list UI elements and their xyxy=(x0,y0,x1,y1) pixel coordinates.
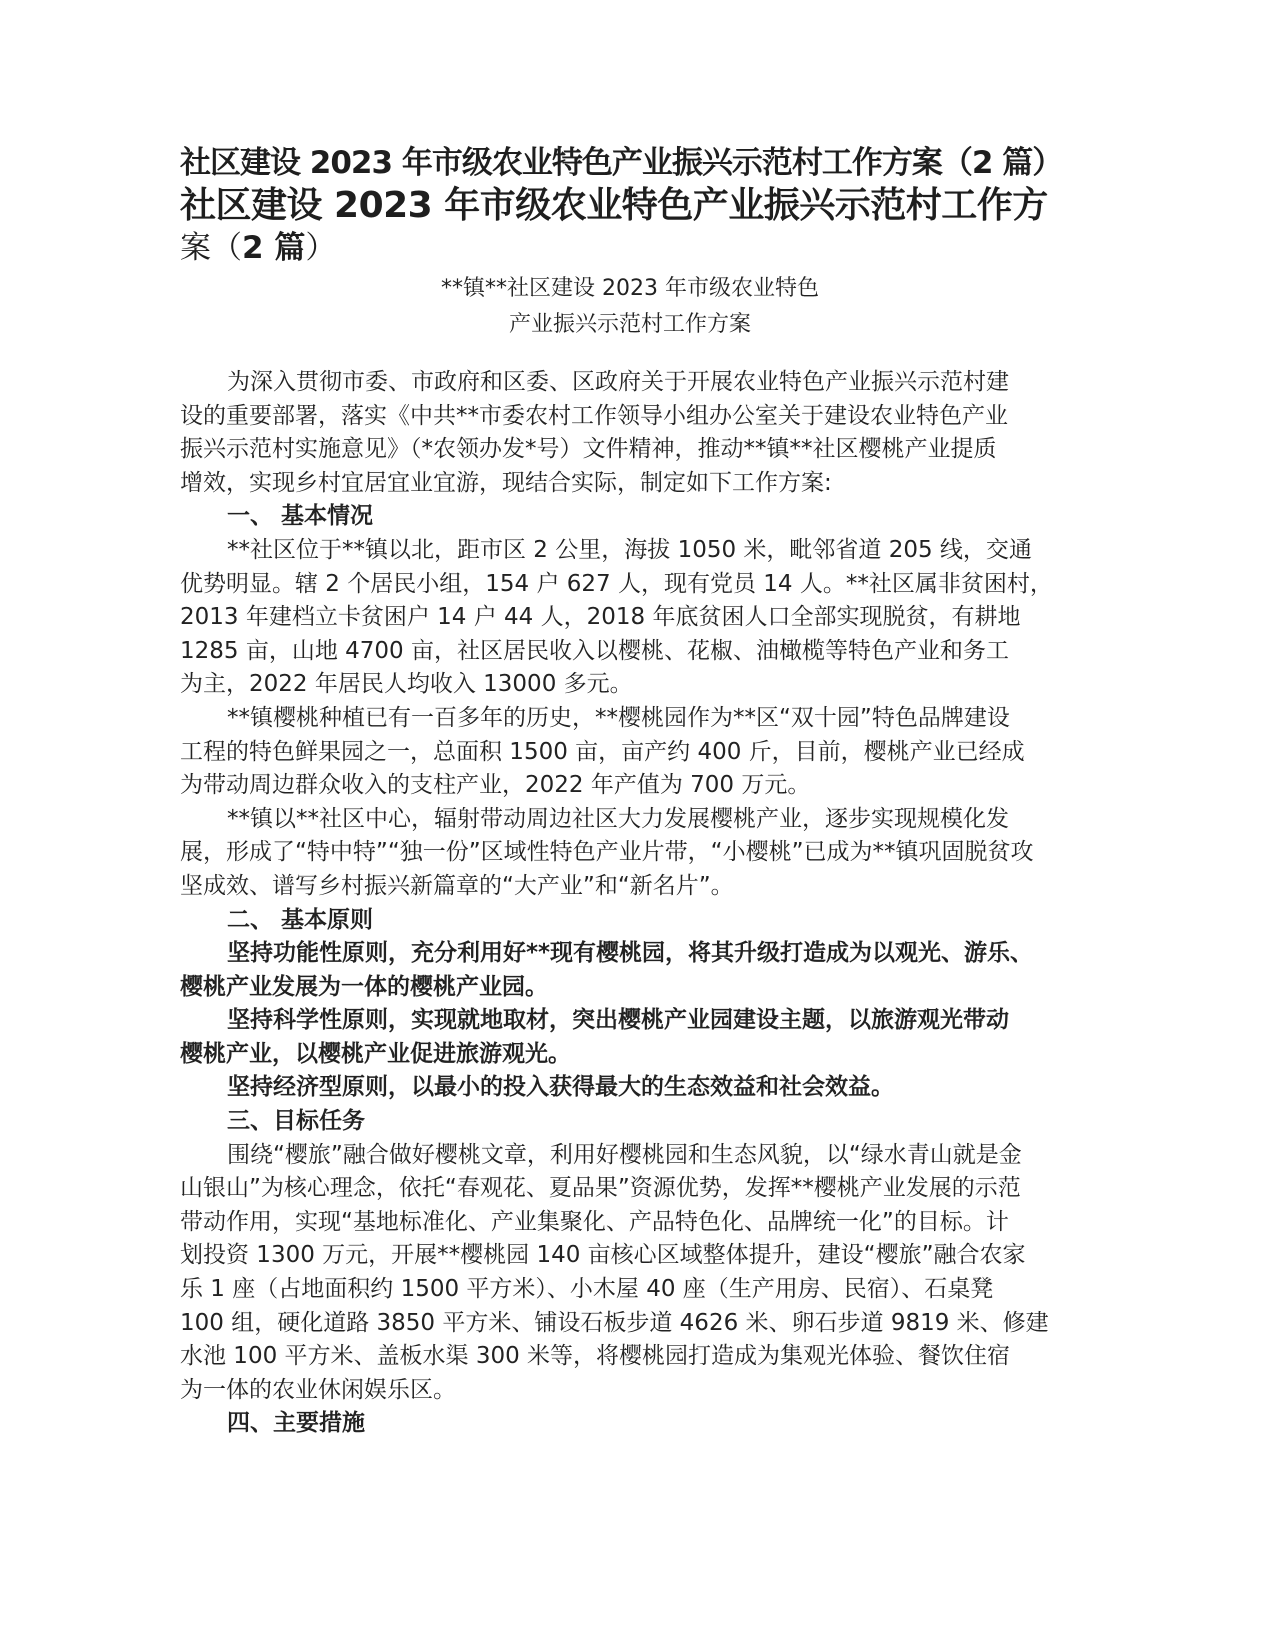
paragraph-cherry-history: **镇樱桃种植已有一百多年的历史，**樱桃园作为**区“双十园”特色品牌建设 工程的特色鲜果园之一，总面积 1500 亩，亩产约 400 斤，目前，樱桃产业已经成 为带动周边群众收入的支柱产业，2022 年产值为 700 万元。 xyxy=(180,704,1025,799)
heading-title: 社区建设 2023 年市级农业特色产业振兴示范村工作方 xyxy=(180,185,1048,226)
heading-title-end: ） xyxy=(305,230,337,266)
principle-scientific: 坚持科学性原则，实现就地取材，突出樱桃产业园建设主题，以旅游观光带动 樱桃产业，以樱桃产业促进旅游观光。 xyxy=(180,1007,1009,1067)
principle-economic: 坚持经济型原则，以最小的投入获得最大的生态效益和社会效益。 xyxy=(227,1074,894,1101)
section-heading-goals: 三、目标任务 xyxy=(227,1108,365,1135)
intro-paragraph: 为深入贯彻市委、市政府和区委、区政府关于开展农业特色产业振兴示范村建 设的重要部署，落实《中共**市委农村工作领导小组办公室关于建设农业特色产业 振兴示范村实施意见》（*农领办发*号）文件精神，推动**镇**社区樱桃产业提质 增效，实现乡村宜居宜业宜游，现结合实际，制定如下工作方案: xyxy=(180,369,1009,496)
subtitle-line-1: **镇**社区建设 2023 年市级农业特色 xyxy=(441,276,819,301)
heading-title-cont-text: 案（ xyxy=(180,230,242,266)
subtitle-line-2: 产业振兴示范村工作方案 xyxy=(508,312,751,337)
principle-functional: 坚持功能性原则，充分利用好**现有樱桃园，将其升级打造成为以观光、游乐、 樱桃产业发展为一体的樱桃产业园。 xyxy=(180,940,1034,1000)
section-heading-principles: 二、 基本原则 xyxy=(227,906,374,933)
document-title: 社区建设 2023 年市级农业特色产业振兴示范村工作方案（2 篇） xyxy=(180,145,1063,181)
paragraph-goals: 围绕“樱旅”融合做好樱桃文章，利用好樱桃园和生态风貌，以“绿水青山就是金 山银山”为核心理念，依托“春观花、夏品果”资源优势，发挥**樱桃产业发展的示范 带动作用，实现“基地标准化、产业集聚化、产品特色化、品牌统一化”的目标。计 划投资 1300 万元，开展**樱桃园 140 亩核心区域整体提升，建设“樱旅”融合农家 乐 1 座（占地面积约 1500 平方米）、小木屋 40 座（生产用房、民宿）、石桌凳 100 组，硬化道路 3850 平方米、铺设石板步道 4626 米、卵石步道 9819 米、修建 水池 100 平方米、盖板水渠 300 米等，将樱桃园打造成为集观光体验、餐饮住宿 为一体的农业休闲娱乐区。 xyxy=(180,1141,1049,1403)
section-heading-basic-situation: 一、 基本情况 xyxy=(227,503,374,530)
paragraph-community-overview: **社区位于**镇以北，距市区 2 公里，海拔 1050 米，毗邻省道 205 线，交通 优势明显。辖 2 个居民小组，154 户 627 人，现有党员 14 人。**社区属非贫困村， 2013 年建档立卡贫困户 14 户 44 人，2018 年底贫困人口全部实现脱贫，有耕地 1285 亩，山地 4700 亩，社区居民收入以樱桃、花椒、油橄榄等特色产业和务工 为主，2022 年居民人均收入 13000 多元。 xyxy=(180,536,1053,698)
paragraph-cherry-industry: **镇以**社区中心，辐射带动周边社区大力发展樱桃产业，逐步实现规模化发 展，形成了“特中特”“独一份”区域性特色产业片带，“小樱桃”已成为**镇巩固脱贫攻 坚成效、谱写乡村振兴新篇章的“大产业”和“新名片”。 xyxy=(180,805,1034,899)
section-heading-measures: 四、主要措施 xyxy=(227,1410,365,1437)
heading-title-count: 2 篇 xyxy=(242,230,306,266)
spacer xyxy=(180,342,1080,366)
heading-title-continued xyxy=(180,228,1080,268)
document-body xyxy=(180,142,1080,1441)
